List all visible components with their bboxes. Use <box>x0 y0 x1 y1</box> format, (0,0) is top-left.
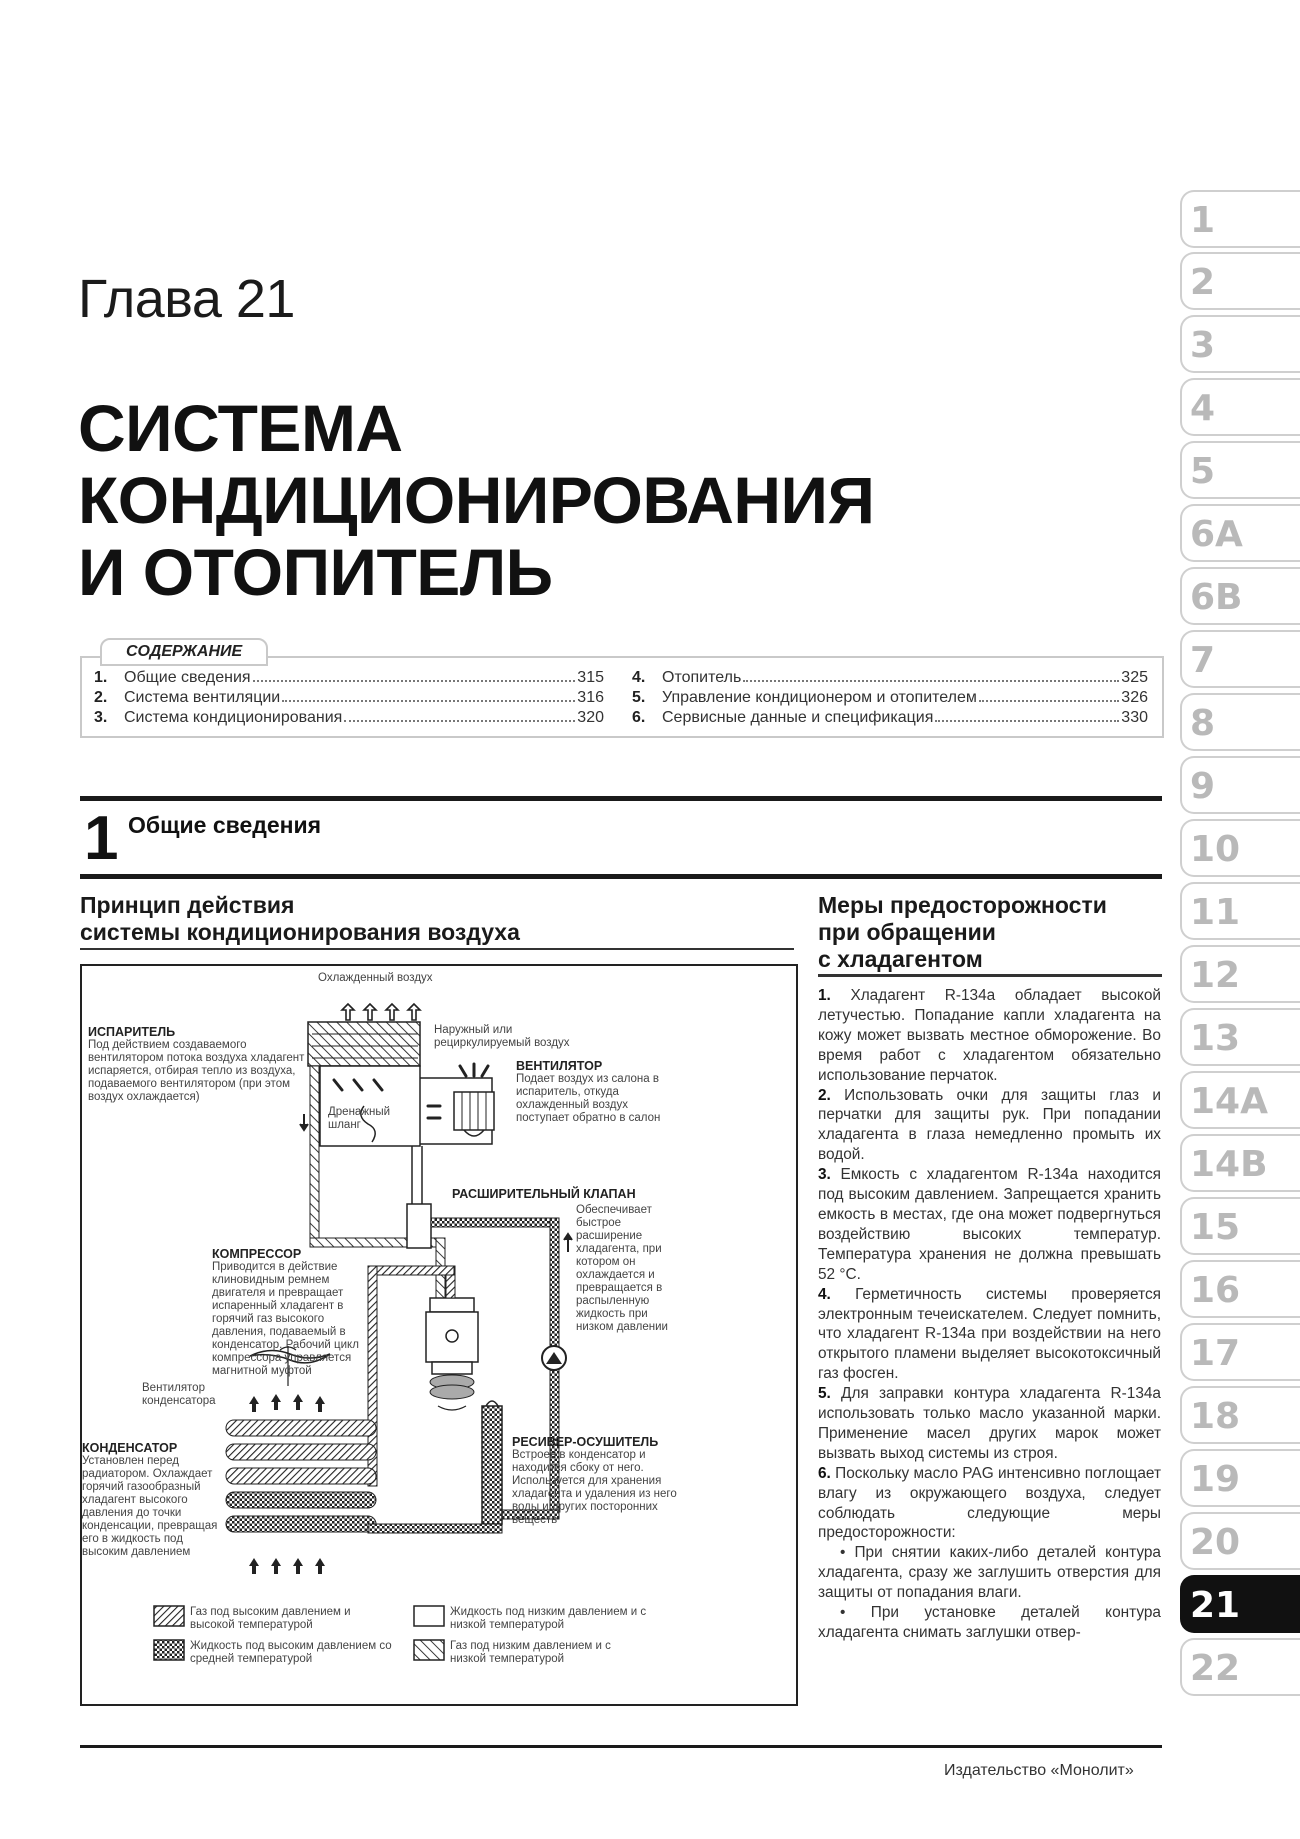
chapter-tab[interactable] <box>1180 1323 1300 1381</box>
compressor-title: КОМПРЕССОР <box>212 1247 302 1261</box>
precaution-paragraph <box>818 1384 1161 1464</box>
footer-rule <box>80 1745 1162 1748</box>
publisher-footer: Издательство «Монолит» <box>944 1762 1134 1779</box>
tab-label: 14B <box>1190 1144 1268 1185</box>
chapter-title-line: СИСТЕМА <box>78 391 403 465</box>
tab-label: 4 <box>1190 388 1216 429</box>
toc-leader-dots <box>253 680 576 682</box>
chapter-title <box>78 392 874 608</box>
receiver-callout <box>512 1436 682 1527</box>
chapter-tab[interactable] <box>1180 315 1300 373</box>
chapter-tab[interactable] <box>1180 378 1300 436</box>
cooled-air-label: Охлажденный воздух <box>318 972 433 984</box>
toc-item-title: Отопитель <box>662 669 742 686</box>
toc-item-page: 315 <box>577 669 604 686</box>
toc-item-number: 2. <box>94 689 108 706</box>
paragraph-text: Хладагент R-134a обладает высокой летучестью. Попадание капли хладагента на кожу может вызвать местное обморожение. Во время работ с хладагентом обязательно использование перчаток. <box>818 987 1161 1084</box>
chapter-title-line: КОНДИЦИОНИРОВАНИЯ <box>78 463 875 537</box>
chapter-tab[interactable] <box>1180 252 1300 310</box>
toc-item-title: Система кондиционирования <box>124 709 343 726</box>
tab-label: 22 <box>1190 1648 1241 1689</box>
toc-leader-dots <box>344 720 575 722</box>
tab-label: 9 <box>1190 766 1216 807</box>
toc-item-number: 1. <box>94 669 108 686</box>
bullet-item: • При установке деталей контура хладагента снимать заглушки отвер- <box>818 1604 1161 1641</box>
toc-item[interactable] <box>94 708 604 728</box>
expansion-valve-description: Обеспечивает быстрое расширение хладагента, при котором он охлаждается и превращается в распыленную жидкость при низком давлении <box>576 1204 668 1333</box>
expansion-valve-title <box>452 1188 672 1201</box>
chapter-tab[interactable] <box>1180 1638 1300 1696</box>
fan-description: Подает воздух из салона в испаритель, откуда охлажденный воздух поступает обратно в салон <box>516 1073 661 1124</box>
ac-system-diagram <box>80 964 798 1706</box>
fan-callout <box>516 1060 666 1125</box>
tab-label: 1 <box>1190 200 1216 241</box>
section-rule-top <box>80 796 1162 801</box>
toc-item-page: 330 <box>1121 709 1148 726</box>
tab-label: 7 <box>1190 640 1216 681</box>
toc-item-number: 4. <box>632 669 646 686</box>
precaution-paragraph <box>818 986 1161 1086</box>
chapter-tab[interactable] <box>1180 693 1300 751</box>
tab-label: 10 <box>1190 829 1241 870</box>
chapter-tab[interactable] <box>1180 1449 1300 1507</box>
legend-item: Жидкость под низким давлением и с низкой температурой <box>450 1606 647 1631</box>
section-number: 1 <box>84 804 119 873</box>
toc-item-title: Управление кондиционером и отопителем <box>662 689 977 706</box>
toc-leader-dots <box>743 680 1119 682</box>
toc-item[interactable] <box>632 708 1148 728</box>
section-title: Общие сведения <box>128 812 322 838</box>
chapter-tab[interactable] <box>1180 882 1300 940</box>
paragraph-text: Поскольку масло PAG интенсивно поглощает влагу из окружающего воздуха, следует соблюдать следующие меры предосторожности: <box>818 1464 1161 1542</box>
paragraph-text: Использовать очки для защиты глаз и перчатки для защиты рук. При попадании хладагента в глаза немедленно промыть их водой. <box>818 1086 1161 1164</box>
chapter-tab[interactable] <box>1180 1008 1300 1066</box>
condenser-callout <box>82 1442 222 1559</box>
paragraph-number: 5. <box>818 1385 831 1403</box>
tab-label: 12 <box>1190 955 1241 996</box>
chapter-tab[interactable] <box>1180 1512 1300 1570</box>
tab-label: 6B <box>1190 577 1243 618</box>
paragraph-number: 6. <box>818 1464 831 1482</box>
condenser-title: КОНДЕНСАТОР <box>82 1441 178 1455</box>
precaution-paragraph <box>818 1464 1161 1544</box>
toc-item[interactable] <box>94 668 604 688</box>
tab-label: 18 <box>1190 1396 1241 1437</box>
tab-label: 17 <box>1190 1333 1241 1374</box>
legend-item: Газ под низким давлением и с низкой температурой <box>450 1640 611 1665</box>
toc-item[interactable] <box>94 688 604 708</box>
precaution-paragraph <box>818 1285 1161 1385</box>
paragraph-number: 4. <box>818 1285 831 1303</box>
chapter-tab[interactable] <box>1180 1197 1300 1255</box>
tab-label: 19 <box>1190 1459 1241 1500</box>
paragraph-text: Емкость с хладагентом R-134a находится под высоким давлением. Запрещается хранить емкость в местах, где она может подвергнуться воздействию высоких температур. Температура хранения не должна превышать 52 °C. <box>818 1166 1161 1283</box>
tab-label: 14A <box>1190 1081 1268 1122</box>
chapter-tab[interactable] <box>1180 1071 1300 1129</box>
expansion-valve-heading: РАСШИРИТЕЛЬНЫЙ КЛАПАН <box>452 1187 636 1201</box>
chapter-tab[interactable] <box>1180 504 1300 562</box>
chapter-tab[interactable] <box>1180 1134 1300 1192</box>
chapter-tab[interactable] <box>1180 945 1300 1003</box>
toc-leader-dots <box>935 720 1119 722</box>
toc-leader-dots <box>282 700 575 702</box>
left-heading-underline <box>80 948 794 950</box>
paragraph-number: 3. <box>818 1166 831 1184</box>
drain-hose-label: Дренажный шланг <box>328 1106 391 1131</box>
toc-item-number: 3. <box>94 709 108 726</box>
right-column-heading <box>818 892 1107 973</box>
chapter-tab-active[interactable] <box>1180 1575 1300 1633</box>
legend-item: Газ под высоким давлением и высокой температурой <box>190 1606 351 1631</box>
toc-item-title: Сервисные данные и спецификация <box>662 709 934 726</box>
toc-item-page: 316 <box>577 689 604 706</box>
fan-title: ВЕНТИЛЯТОР <box>516 1059 603 1073</box>
precaution-paragraph <box>818 1086 1161 1166</box>
heading-line: системы кондиционирования воздуха <box>80 919 520 945</box>
precaution-paragraph <box>818 1165 1161 1284</box>
tab-label: 16 <box>1190 1270 1241 1311</box>
toc-item[interactable] <box>632 688 1148 708</box>
table-of-contents <box>80 656 1164 738</box>
chapter-tab[interactable] <box>1180 819 1300 877</box>
paragraph-number: 1. <box>818 987 831 1004</box>
toc-item-page: 320 <box>577 709 604 726</box>
chapter-tab[interactable] <box>1180 441 1300 499</box>
evaporator-description: Под действием создаваемого вентилятором потока воздуха хладагент испаряется, отбирая тепло из воздуха, подаваемого вентилятором (при этом воздух охлаждается) <box>88 1039 305 1103</box>
tab-label: 6A <box>1190 514 1243 555</box>
section-rule-bottom <box>80 874 1162 879</box>
tab-label: 11 <box>1190 892 1241 933</box>
outside-air-label: Наружный или рециркулируемый воздух <box>434 1024 570 1049</box>
heading-line: при обращении <box>818 919 996 945</box>
compressor-callout <box>212 1248 362 1378</box>
chapter-tab[interactable] <box>1180 756 1300 814</box>
tab-label: 15 <box>1190 1207 1241 1248</box>
chapter-tab[interactable] <box>1180 1260 1300 1318</box>
paragraph-number: 2. <box>818 1086 831 1104</box>
right-heading-underline <box>818 974 1162 977</box>
paragraph-text: Для заправки контура хладагента R-134a использовать только масло указанной марки. Применение масел других марок может вызвать выход системы из строя. <box>818 1385 1161 1462</box>
compressor-description: Приводится в действие клиновидным ремнем двигателя и превращает испаренный хладагент в горячий газ высокого давления, подаваемый в конденсатор. Рабочий цикл компрессора управляется магнитной муфтой <box>212 1261 359 1377</box>
receiver-title: РЕСИВЕР-ОСУШИТЕЛЬ <box>512 1435 659 1449</box>
toc-heading: СОДЕРЖАНИЕ <box>100 638 268 666</box>
toc-item-title: Общие сведения <box>124 669 251 686</box>
tab-label: 13 <box>1190 1018 1241 1059</box>
receiver-description: Встроен в конденсатор и находится сбоку от него. Используется для хранения хладагента и удаления из него воды и других посторонних веществ <box>512 1449 677 1526</box>
evaporator-title: ИСПАРИТЕЛЬ <box>88 1025 176 1039</box>
condenser-description: Установлен перед радиатором. Охлаждает горячий газообразный хладагент высокого давления до точки конденсации, превращая его в жидкость под высоким давлением <box>82 1455 218 1558</box>
toc-leader-dots <box>979 700 1119 702</box>
tab-label: 2 <box>1190 262 1216 303</box>
chapter-label: Глава 21 <box>78 269 295 329</box>
bullet-item: • При снятии каких-либо деталей контура хладагента, сразу же заглушить отверстия для защиты от попадания влаги. <box>818 1544 1161 1602</box>
evaporator-callout <box>88 1026 310 1104</box>
tab-label: 20 <box>1190 1522 1241 1563</box>
tab-label: 8 <box>1190 703 1216 744</box>
chapter-title-line: И ОТОПИТЕЛЬ <box>78 535 553 609</box>
toc-item-page: 325 <box>1121 669 1148 686</box>
chapter-tab[interactable] <box>1180 630 1300 688</box>
tab-label: 3 <box>1190 325 1216 366</box>
toc-item[interactable] <box>632 668 1148 688</box>
chapter-tab[interactable] <box>1180 190 1300 248</box>
precautions-text <box>818 986 1161 1643</box>
chapter-tab[interactable] <box>1180 567 1300 625</box>
tab-label: 5 <box>1190 451 1216 492</box>
left-column-heading <box>80 892 520 946</box>
toc-item-number: 6. <box>632 709 646 726</box>
toc-item-page: 326 <box>1121 689 1148 706</box>
tab-label: 21 <box>1190 1585 1241 1626</box>
heading-line: Меры предосторожности <box>818 892 1107 918</box>
paragraph-text: Герметичность системы проверяется электронным течеискателем. Следует помнить, что хладагент R-134a при воздействии на него открытого пламени выделяет высокотоксичный газ фосген. <box>818 1285 1161 1383</box>
legend-item: Жидкость под высоким давлением со средней температурой <box>190 1640 392 1665</box>
toc-item-number: 5. <box>632 689 646 706</box>
condenser-fan-label: Вентилятор конденсатора <box>142 1382 216 1407</box>
chapter-tab[interactable] <box>1180 1386 1300 1444</box>
heading-line: Принцип действия <box>80 892 295 918</box>
toc-item-title: Система вентиляции <box>124 689 281 706</box>
heading-line: с хладагентом <box>818 946 983 972</box>
